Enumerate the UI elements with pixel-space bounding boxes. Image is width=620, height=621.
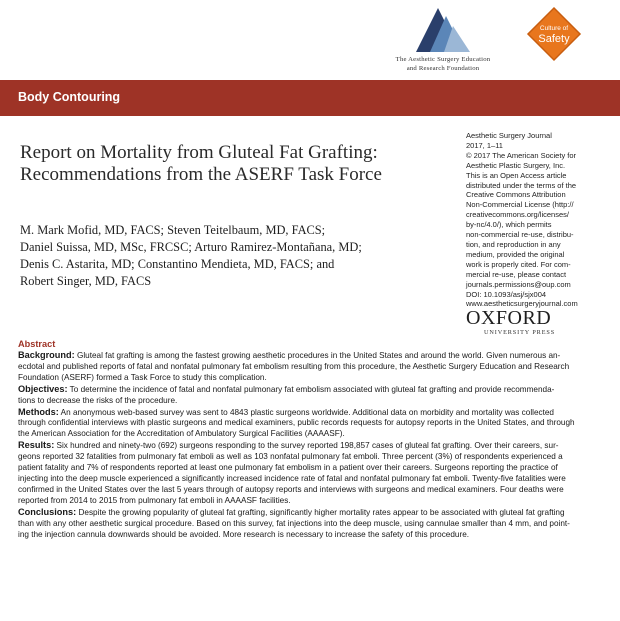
badge-line2: Safety bbox=[538, 33, 570, 45]
author-line: Robert Singer, MD, FACS bbox=[20, 274, 152, 288]
foundation-name bbox=[378, 56, 508, 73]
abstract-line: ing the injection cannula downwards should be avoided. More research is necessary to increase the safety of this procedure. bbox=[18, 529, 470, 539]
foundation-name-line: and Research Foundation bbox=[406, 64, 480, 72]
journal-info bbox=[466, 131, 616, 309]
journal-info-line[interactable]: www.aestheticsurgeryjournal.com bbox=[466, 299, 578, 309]
abstract-line: ecdotal and published reports of fatal and nonfatal pulmonary fat embolism resulting from this procedure, the Aesthetic Surgery Education and Research bbox=[18, 361, 570, 371]
journal-info-line: work is properly cited. For com- bbox=[466, 259, 571, 269]
section-label-objectives: Objectives: bbox=[18, 383, 68, 394]
abstract-line: Gluteal fat grafting is among the fastest growing aesthetic procedures in the United States and around the world. Given numerous an- bbox=[74, 351, 561, 360]
abstract-background bbox=[18, 350, 618, 384]
aserf-triangle-icon bbox=[416, 6, 470, 54]
publisher-name: OXFORD bbox=[466, 307, 552, 329]
section-label-background: Background: bbox=[18, 350, 75, 360]
journal-info-line[interactable]: journals.permissions@oup.com bbox=[466, 279, 571, 289]
abstract-line: geons reported 32 fatalities from pulmonary fat emboli as well as 103 nonfatal pulmonary fat emboli. Three percent (3%) of respondents experienced a bbox=[18, 452, 563, 462]
foundation-name-line: The Aesthetic Surgery Education bbox=[395, 56, 491, 63]
abstract-methods bbox=[18, 407, 618, 441]
abstract-line: patient fatality and 7% of respondents reported at least one pulmonary fat embolism in a patient over their careers. Surgeons reporting the practice of bbox=[18, 463, 558, 473]
journal-info-line: non-commercial re-use, distribu- bbox=[466, 230, 574, 240]
section-label: Body Contouring bbox=[18, 90, 121, 104]
abstract-line: than with any other aesthetic surgical procedure. Based on this survey, fat injections into the deep muscle, using cannulae smaller than 4 mm, and point- bbox=[18, 518, 570, 528]
title-line: Recommendations from the ASERF Task Force bbox=[20, 164, 382, 185]
abstract-line: Despite the growing popularity of gluteal fat grafting, significantly higher mortality rates appear to be associated with gluteal fat grafting bbox=[76, 507, 565, 517]
journal-info-line: © 2017 The American Society for bbox=[466, 150, 577, 160]
badge-line1: Culture of bbox=[539, 25, 569, 32]
abstract-line: To determine the incidence of fatal and nonfatal pulmonary fat embolism associated with gluteal fat grafting and provide recommenda- bbox=[67, 384, 555, 394]
abstract bbox=[18, 339, 618, 540]
journal-info-line: mercial re-use, please contact bbox=[466, 269, 567, 279]
abstract-line: tions to decrease the risks of the procedure. bbox=[18, 395, 178, 405]
section-label-conclusions: Conclusions: bbox=[18, 506, 77, 517]
journal-info-line: DOI: 10.1093/asj/sjx004 bbox=[466, 289, 547, 299]
abstract-line: Foundation (ASERF) formed a Task Force to study this complication. bbox=[18, 372, 267, 382]
abstract-line: confirmed in the United States over the last 5 years through of autopsy reports and interviews with surgeons and medical examiners. Four deaths were bbox=[18, 484, 564, 494]
abstract-results bbox=[18, 440, 618, 506]
journal-info-line: tion, and reproduction in any bbox=[466, 239, 561, 249]
aserf-logo bbox=[378, 4, 508, 78]
journal-info-line: Aesthetic Plastic Surgery, Inc. bbox=[466, 160, 566, 170]
abstract-line: injecting into the deep muscle experienced a significantly increased incidence rate of fatal and nonfatal pulmonary fat emboli. Twenty-five fatalities were bbox=[18, 473, 566, 483]
journal-info-line: distributed under the terms of the bbox=[466, 180, 577, 190]
abstract-objectives bbox=[18, 384, 618, 407]
section-label-results: Results: bbox=[18, 440, 55, 451]
journal-info-line: by-nc/4.0/), which permits bbox=[466, 220, 552, 230]
journal-info-line: Non-Commercial License (http:// bbox=[466, 200, 574, 210]
author-line: Daniel Suissa, MD, MSc, FRCSC; Arturo Ramirez-Montañana, MD; bbox=[20, 240, 362, 254]
abstract-conclusions bbox=[18, 507, 618, 541]
article-title bbox=[20, 142, 460, 186]
author-line: M. Mark Mofid, MD, FACS; Steven Teitelbaum, MD, FACS; bbox=[20, 223, 326, 237]
culture-of-safety-badge bbox=[526, 6, 582, 62]
publisher-sub: UNIVERSITY PRESS bbox=[484, 329, 556, 336]
abstract-heading: Abstract bbox=[18, 339, 56, 349]
author-line: Denis C. Astarita, MD; Constantino Mendieta, MD, FACS; and bbox=[20, 257, 335, 271]
abstract-line: through confidential interviews with plastic surgeons and medical examiners, public records requests for autopsy reports in the United States, and through bbox=[18, 418, 575, 428]
journal-info-line: Aesthetic Surgery Journal bbox=[466, 131, 552, 140]
section-bar bbox=[0, 80, 620, 116]
oxford-university-press-logo bbox=[466, 308, 586, 336]
author-list bbox=[20, 222, 460, 290]
journal-info-line: creativecommons.org/licenses/ bbox=[466, 210, 569, 220]
abstract-line: reported from 2014 to 2015 from pulmonary fat emboli in AAAASF facilities. bbox=[18, 495, 291, 505]
journal-info-line: Creative Commons Attribution bbox=[466, 190, 566, 200]
journal-info-line: medium, provided the original bbox=[466, 249, 565, 259]
section-label-methods: Methods: bbox=[18, 406, 59, 417]
abstract-line: An anonymous web-based survey was sent to 4843 plastic surgeons worldwide. Additional data on morbidity and mortality was collected bbox=[58, 407, 554, 417]
abstract-line: Six hundred and ninety-two (692) surgeons responding to the survey reported 198,857 cases of gluteal fat grafting. Over their careers, sur- bbox=[54, 441, 559, 451]
journal-info-line: This is an Open Access article bbox=[466, 170, 567, 180]
title-line: Report on Mortality from Gluteal Fat Grafting: bbox=[20, 142, 378, 163]
journal-info-line: 2017, 1–11 bbox=[466, 140, 503, 150]
abstract-line: the American Association for the Accreditation of Ambulatory Surgical Facilities (AAAASF). bbox=[18, 429, 345, 439]
